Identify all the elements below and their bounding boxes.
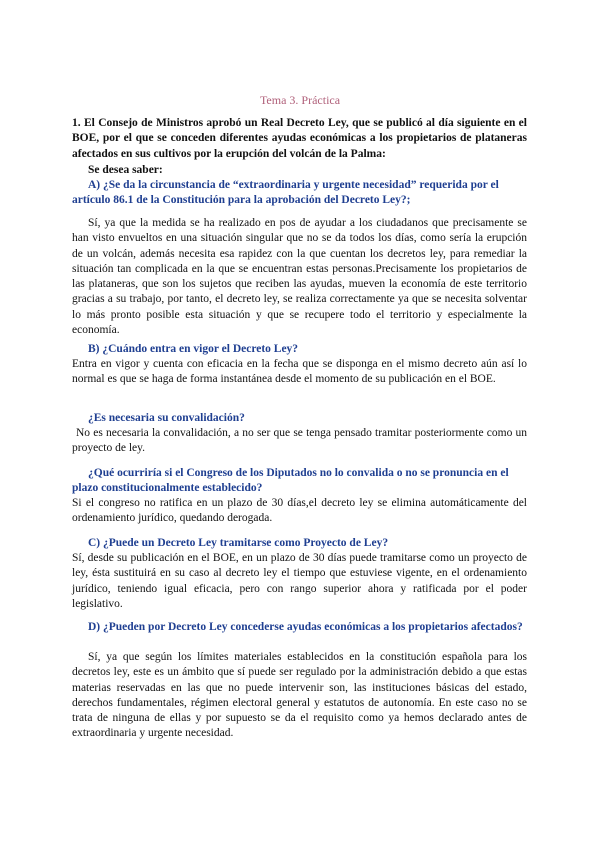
question-congreso: ¿Qué ocurriría si el Congreso de los Diputados no lo convalida o no se pronuncia en el plazo constitucionalmente establecido? bbox=[72, 467, 509, 495]
question-b: B) ¿Cuándo entra en vigor el Decreto Ley? bbox=[88, 343, 299, 355]
answer-c: Sí, desde su publicación en el BOE, en un plazo de 30 días puede tramitarse como un proyecto de ley, ésta sustituirá en su caso al decreto ley el tiempo que estuviese vigente, en el ordenamiento jurídico, teniendo igual eficacia, pero con rango superior ahora y ratificada por el poder legislativo. bbox=[72, 552, 527, 610]
question-a: A) ¿Se da la circunstancia de “extraordinaria y urgente necesidad” requerida por el artículo 86.1 de la Constitución para la aprobación del Decreto Ley?; bbox=[72, 179, 499, 207]
page-title: Tema 3. Práctica bbox=[259, 93, 341, 107]
lead-text: Se desea saber: bbox=[88, 164, 163, 176]
question-c: C) ¿Puede un Decreto Ley tramitarse como Proyecto de Ley? bbox=[88, 537, 389, 549]
answer-convalidacion: No es necesaria la convalidación, a no ser que se tenga pensado tramitar posteriormente como un proyecto de ley. bbox=[72, 427, 527, 455]
answer-a: Sí, ya que la medida se ha realizado en pos de ayudar a los ciudadanos que precisamente se han visto envueltos en una situación singular que no se da todos los días, como sería la erupción de un volcán, además necesita esa rapidez con la que cuentan los decretos ley, para remediar la situación tan complicada en la que se encuentran estas personas.Precisamente los propietarios de las plataneras, que son los sujetos que reciben las ayudas, mueven la economía de este territorio gracias a su trabajo, por tanto, el decreto ley, se realiza correctamente ya que se necesita solventar lo más pronto posible esta situación y que se recupere todo el territorio y especialmente la economía. bbox=[72, 217, 527, 337]
answer-b: Entra en vigor y cuenta con eficacia en la fecha que se disponga en el mismo decreto aún así lo normal es que se haga de forma instantánea desde el momento de su publicación en el BOE. bbox=[72, 358, 527, 386]
question-d: D) ¿Pueden por Decreto Ley concederse ayudas económicas a los propietarios afectados? bbox=[88, 621, 523, 633]
question-convalidacion: ¿Es necesaria su convalidación? bbox=[88, 412, 245, 424]
answer-d: Sí, ya que según los límites materiales establecidos en la constitución española para los decretos ley, este es un ámbito que sí puede ser regulado por la administración debido a que estas materias reservadas en las que no puede intervenir son, las instituciones básicas del estado, derechos fundamentales, régimen electoral general y estatutos de autonomía. En este caso no se trata de ninguna de ellas y por supuesto se da el requisito como ya hemos declarado antes de extraordinaria y urgente necesidad. bbox=[72, 651, 527, 740]
intro-paragraph: 1. El Consejo de Ministros aprobó un Real Decreto Ley, que se publicó al día siguiente en el BOE, por el que se conceden diferentes ayudas económicas a los propietarios de plataneras afectados en sus cultivos por la erupción del volcán de la Palma: bbox=[72, 117, 527, 160]
answer-congreso: Si el congreso no ratifica en un plazo de 30 días,el decreto ley se elimina automáticamente del ordenamiento jurídico, quedando derogada. bbox=[72, 497, 527, 525]
